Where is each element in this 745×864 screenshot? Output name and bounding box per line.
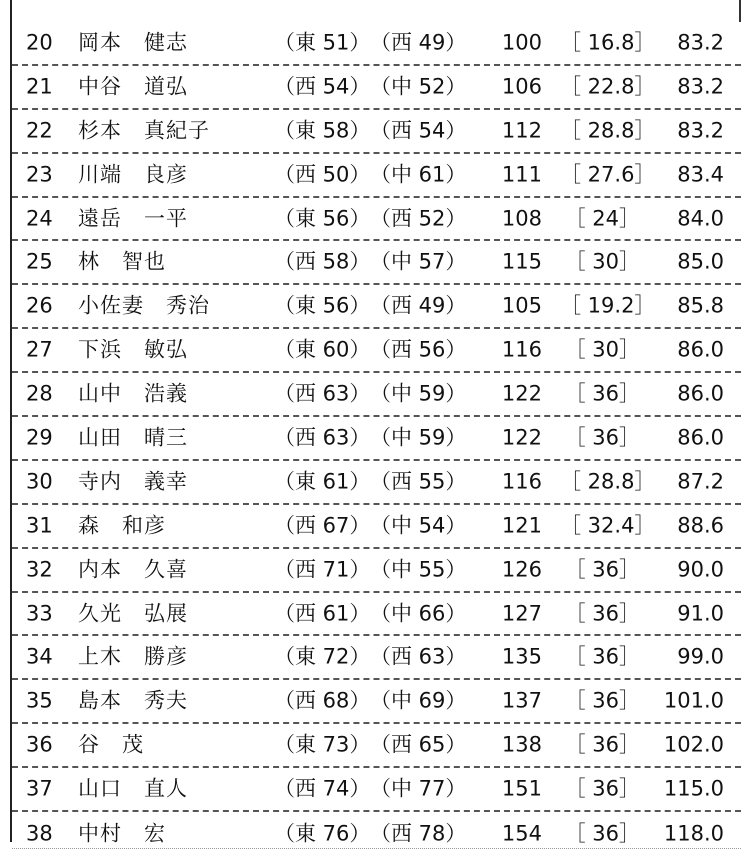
first-half-score-cell: （西 58） [274,249,371,274]
net-score-cell: 87.2 [677,469,724,494]
handicap-cell: ［ 36］ [564,821,640,846]
first-half-score-cell: （西 50） [274,162,371,187]
gross-total-cell: 105 [501,293,542,318]
handicap-cell: ［ 30］ [564,337,640,362]
gross-total-cell: 138 [501,732,542,757]
table-row [12,636,741,680]
second-half-score-cell: （西 49） [370,293,467,318]
rank-cell: 36 [26,732,53,757]
first-half-score-cell: （西 54） [274,74,371,99]
gross-total-cell: 115 [501,249,542,274]
handicap-cell: ［ 19.2］ [560,293,656,318]
rank-cell: 32 [26,557,53,582]
first-half-score-cell: （西 61） [274,601,371,626]
handicap-cell: ［ 28.8］ [560,469,656,494]
player-name-cell: 杉本 真紀子 [78,118,210,143]
table-row [12,22,741,66]
gross-total-cell: 137 [501,688,542,713]
first-half-score-cell: （東 73） [274,732,371,757]
gross-total-cell: 100 [501,30,542,55]
net-score-cell: 83.4 [677,162,724,187]
table-row [12,812,741,856]
net-score-cell: 118.0 [663,821,724,846]
table-row [12,549,741,593]
gross-total-cell: 122 [501,425,542,450]
first-half-score-cell: （西 63） [274,381,371,406]
table-row [12,198,741,242]
rank-cell: 31 [26,513,53,538]
handicap-cell: ［ 36］ [564,557,640,582]
gross-total-cell: 122 [501,381,542,406]
net-score-cell: 86.0 [677,381,724,406]
player-name-cell: 川端 良彦 [78,162,188,187]
rank-cell: 38 [26,821,53,846]
net-score-cell: 85.8 [677,293,724,318]
rank-cell: 34 [26,644,53,669]
bottom-dotted-rule [12,848,741,849]
table-row [12,417,741,461]
player-name-cell: 寺内 義幸 [78,469,188,494]
rank-cell: 30 [26,469,53,494]
table-row [12,505,741,549]
table-row [12,285,741,329]
first-half-score-cell: （東 60） [274,337,371,362]
second-half-score-cell: （西 65） [370,732,467,757]
player-name-cell: 小佐妻 秀治 [78,293,210,318]
rank-cell: 35 [26,688,53,713]
player-name-cell: 島本 秀夫 [78,688,188,713]
net-score-cell: 85.0 [677,249,724,274]
second-half-score-cell: （中 57） [370,249,467,274]
first-half-score-cell: （西 67） [274,513,371,538]
second-half-score-cell: （中 59） [370,425,467,450]
handicap-cell: ［ 28.8］ [560,118,656,143]
first-half-score-cell: （西 63） [274,425,371,450]
net-score-cell: 84.0 [677,206,724,230]
rank-cell: 25 [26,249,53,274]
player-name-cell: 森 和彦 [78,513,166,538]
rank-cell: 22 [26,118,53,143]
player-name-cell: 林 智也 [78,249,166,274]
second-half-score-cell: （西 49） [370,30,467,55]
table-row [12,461,741,505]
gross-total-cell: 154 [501,821,542,846]
handicap-cell: ［ 27.6］ [560,162,656,187]
handicap-cell: ［ 36］ [564,776,640,801]
handicap-cell: ［ 36］ [564,732,640,757]
handicap-cell: ［ 36］ [564,644,640,669]
player-name-cell: 内本 久喜 [78,557,188,582]
first-half-score-cell: （東 56） [274,293,371,318]
gross-total-cell: 111 [501,162,542,187]
net-score-cell: 101.0 [663,688,724,713]
results-table [12,22,741,856]
rank-cell: 20 [26,30,53,55]
right-edge-mark [739,0,741,22]
player-name-cell: 山中 浩義 [78,381,188,406]
second-half-score-cell: （西 55） [370,469,467,494]
handicap-cell: ［ 24］ [564,206,640,230]
second-half-score-cell: （西 52） [370,206,467,230]
rank-cell: 26 [26,293,53,318]
table-row [12,154,741,198]
second-half-score-cell: （中 59） [370,381,467,406]
gross-total-cell: 108 [501,206,542,230]
first-half-score-cell: （東 58） [274,118,371,143]
rank-cell: 24 [26,206,53,230]
handicap-cell: ［ 32.4］ [560,513,656,538]
first-half-score-cell: （東 76） [274,821,371,846]
net-score-cell: 83.2 [677,74,724,99]
net-score-cell: 91.0 [677,601,724,626]
rank-cell: 27 [26,337,53,362]
player-name-cell: 岡本 健志 [78,30,188,55]
handicap-cell: ［ 36］ [564,688,640,713]
first-half-score-cell: （西 74） [274,776,371,801]
first-half-score-cell: （東 72） [274,644,371,669]
rank-cell: 29 [26,425,53,450]
second-half-score-cell: （中 52） [370,74,467,99]
second-half-score-cell: （中 77） [370,776,467,801]
gross-total-cell: 127 [501,601,542,626]
gross-total-cell: 116 [501,337,542,362]
table-row [12,593,741,637]
net-score-cell: 88.6 [677,513,724,538]
net-score-cell: 115.0 [663,776,724,801]
second-half-score-cell: （中 69） [370,688,467,713]
second-half-score-cell: （中 61） [370,162,467,187]
player-name-cell: 中村 宏 [78,821,166,846]
net-score-cell: 86.0 [677,337,724,362]
net-score-cell: 83.2 [677,30,724,55]
gross-total-cell: 112 [501,118,542,143]
handicap-cell: ［ 30］ [564,249,640,274]
second-half-score-cell: （西 78） [370,821,467,846]
table-row [12,66,741,110]
first-half-score-cell: （東 61） [274,469,371,494]
player-name-cell: 谷 茂 [78,732,144,757]
table-row [12,110,741,154]
rank-cell: 33 [26,601,53,626]
handicap-cell: ［ 22.8］ [560,74,656,99]
handicap-cell: ［ 36］ [564,381,640,406]
table-row [12,680,741,724]
table-row [12,724,741,768]
rank-cell: 28 [26,381,53,406]
second-half-score-cell: （中 55） [370,557,467,582]
net-score-cell: 90.0 [677,557,724,582]
table-row [12,373,741,417]
net-score-cell: 99.0 [677,644,724,669]
second-half-score-cell: （中 54） [370,513,467,538]
net-score-cell: 83.2 [677,118,724,143]
gross-total-cell: 126 [501,557,542,582]
net-score-cell: 86.0 [677,425,724,450]
handicap-cell: ［ 36］ [564,425,640,450]
gross-total-cell: 106 [501,74,542,99]
player-name-cell: 中谷 道弘 [78,74,188,99]
gross-total-cell: 135 [501,644,542,669]
gross-total-cell: 116 [501,469,542,494]
table-row [12,329,741,373]
second-half-score-cell: （西 54） [370,118,467,143]
player-name-cell: 久光 弘展 [78,601,188,626]
player-name-cell: 山口 直人 [78,776,188,801]
player-name-cell: 下浜 敏弘 [78,337,188,362]
second-half-score-cell: （西 56） [370,337,467,362]
net-score-cell: 102.0 [663,732,724,757]
gross-total-cell: 151 [501,776,542,801]
first-half-score-cell: （東 51） [274,30,371,55]
second-half-score-cell: （西 63） [370,644,467,669]
first-half-score-cell: （西 71） [274,557,371,582]
handicap-cell: ［ 36］ [564,601,640,626]
table-row [12,768,741,812]
first-half-score-cell: （東 56） [274,206,371,230]
handicap-cell: ［ 16.8］ [560,30,656,55]
table-row [12,241,741,285]
player-name-cell: 上木 勝彦 [78,644,188,669]
rank-cell: 21 [26,74,53,99]
rank-cell: 23 [26,162,53,187]
gross-total-cell: 121 [501,513,542,538]
player-name-cell: 遠岳 一平 [78,206,188,230]
first-half-score-cell: （西 68） [274,688,371,713]
second-half-score-cell: （中 66） [370,601,467,626]
rank-cell: 37 [26,776,53,801]
player-name-cell: 山田 晴三 [78,425,188,450]
